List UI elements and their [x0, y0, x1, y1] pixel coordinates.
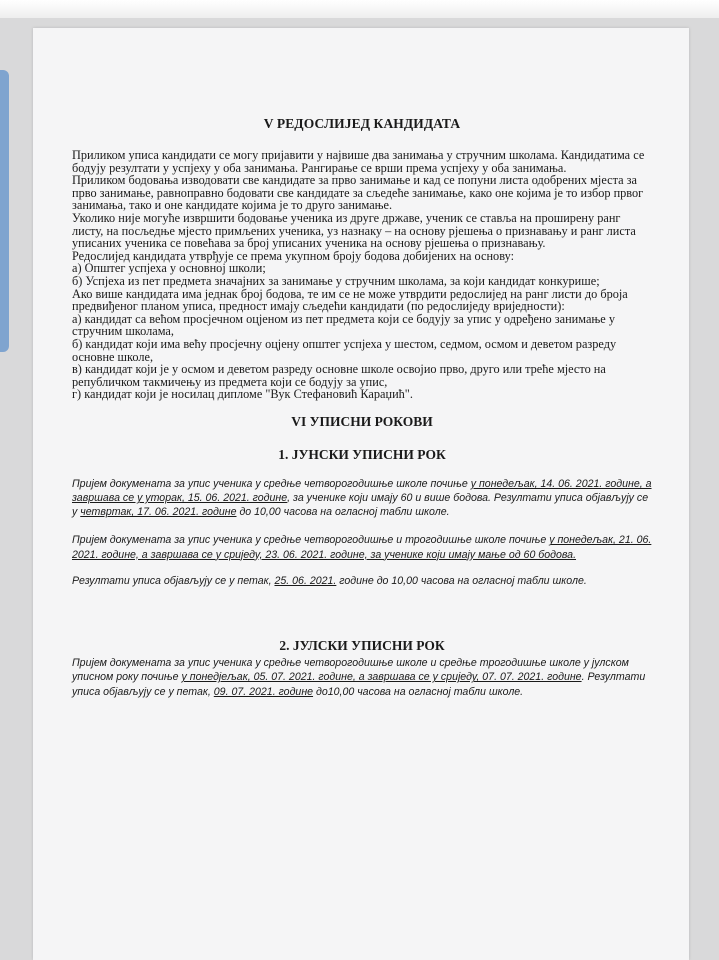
document-content [72, 116, 652, 699]
section-v-criterion-b: б) кандидат који има већу просјечну оцјену општег успјеха у шестом, седмом, осмом и деветом разреду основне школе, [72, 336, 617, 364]
viewer-top-bar [0, 0, 719, 18]
section-v-item-b: б) Успјеха из пет предмета значајних за занимање у стручним школама, за који кандидат конкурише; [72, 273, 600, 288]
june-p1-text-2: , за ученике који имају 60 и више бодова. Резултати уписа објављују се у [72, 492, 649, 519]
document-page [33, 28, 689, 960]
section-v-criterion-c: в) кандидат који је у осмом и деветом разреду основне школе освојио прво, друго или треће мјесто на републичком такмичењу из предмета који се бодују за упис, [72, 362, 606, 389]
july-results-date: 09. 07. 2021. године [213, 685, 314, 698]
section-v-paragraph-2: Приликом бодовања изводовати све кандидате за прво занимање и кад се попуни листа одобрених мјеста за прво занимање, равноправно бодовати све кандидате за сљедеће занимање, како оне којима је то избор првог занимања, тако и оне кандидате којима је то друго занимање. [72, 173, 644, 213]
section-v-title: V РЕДОСЛИЈЕД КАНДИДАТА [263, 116, 461, 131]
june-p2-text-1: Пријем докумената за упис ученика у средње четворогодишње и трогодишње школе почиње [72, 534, 550, 547]
july-text-3: до10,00 часова на огласној табли школе. [313, 685, 524, 698]
section-v-criterion-a: а) кандидат са већом просјечном оцјеном из пет предмета који се бодују за упис у одређено занимање у стручним школама, [72, 311, 615, 339]
july-text-1: Пријем докумената за упис ученика у средње четворогодишње школе и средње трогодишње школе у јулском уписном року почиње [72, 657, 629, 684]
july-text-2: . Резултати уписа објављују се у петак, [72, 671, 646, 698]
section-v-paragraph-5: Ако више кандидата има једнак број бодова, те им се не може утврдити редослијед на ранг листи до броја предвиђеног планом уписа, предност имају сљедећи кандидати (по редослиједу вриједности): [72, 286, 628, 314]
june-paragraph-1 [72, 477, 652, 520]
june-paragraph-3 [72, 574, 652, 588]
june-paragraph-2 [72, 533, 652, 561]
section-v-item-a: а) Општег успјеха у основној школи; [72, 261, 266, 276]
july-term-title: 2. ЈУЛСКИ УПИСНИ РОК [279, 638, 445, 654]
june-p2-dates: у понедељак, 21. 06. 2021. године, а завршава се у сриједу, 23. 06. 2021. године, за ученике који имају мање од 60 бодова. [72, 534, 652, 561]
june-p1-text-3: до 10,00 часова на огласној табли школе. [236, 506, 450, 519]
viewer-side-tab[interactable] [0, 70, 9, 352]
section-v-paragraph-1: Приликом уписа кандидати се могу пријавити у највише два занимања у стручним школама. Кандидатима се бодују резултати у успјеху у оба занимања. Рангирање се врши према успјеху у оба занимања. [72, 148, 645, 175]
section-v-criterion-d: г) кандидат који је носилац дипломе "Вук Стефановић Караџић". [72, 387, 413, 402]
june-p1-results-date: четвртак, 17. 06. 2021. године [80, 506, 237, 519]
section-v-paragraph-3: Уколико није могуће извршити бодовање ученика из друге државе, ученик се ставља на проширену ранг листу, на посљедње мјесто примљених ученика, уз назнаку – на основу рјешења о признавању и ранг листа уписаних ученика се повећава за број уписаних ученика на основу рјешења о признавању. [72, 210, 636, 251]
section-v-paragraph-4: Редослијед кандидата утврђује се према укупном броју бодова добијених на основу: [72, 248, 514, 263]
june-p3-date: 25. 06. 2021. [274, 574, 337, 587]
july-dates: у понедјељак, 05. 07. 2021. године, а завршава се у сриједу, 07. 07. 2021. године [181, 671, 582, 684]
june-p3-text-1: Резултати уписа објављују се у петак, [72, 574, 275, 587]
section-vi-title: VI УПИСНИ РОКОВИ [291, 413, 433, 429]
june-term-title: 1. ЈУНСКИ УПИСНИ РОК [278, 446, 446, 462]
june-p1-dates: у понедељак, 14. 06. 2021. године, а завршава се у уторак, 15. 06. 2021. године [72, 477, 652, 505]
june-p1-text-1: Пријем докумената за упис ученика у средње четворогодишње школе почиње [72, 477, 471, 490]
july-paragraph [72, 656, 652, 699]
june-p3-text-2: године до 10,00 часова на огласној табли школе. [336, 574, 587, 587]
